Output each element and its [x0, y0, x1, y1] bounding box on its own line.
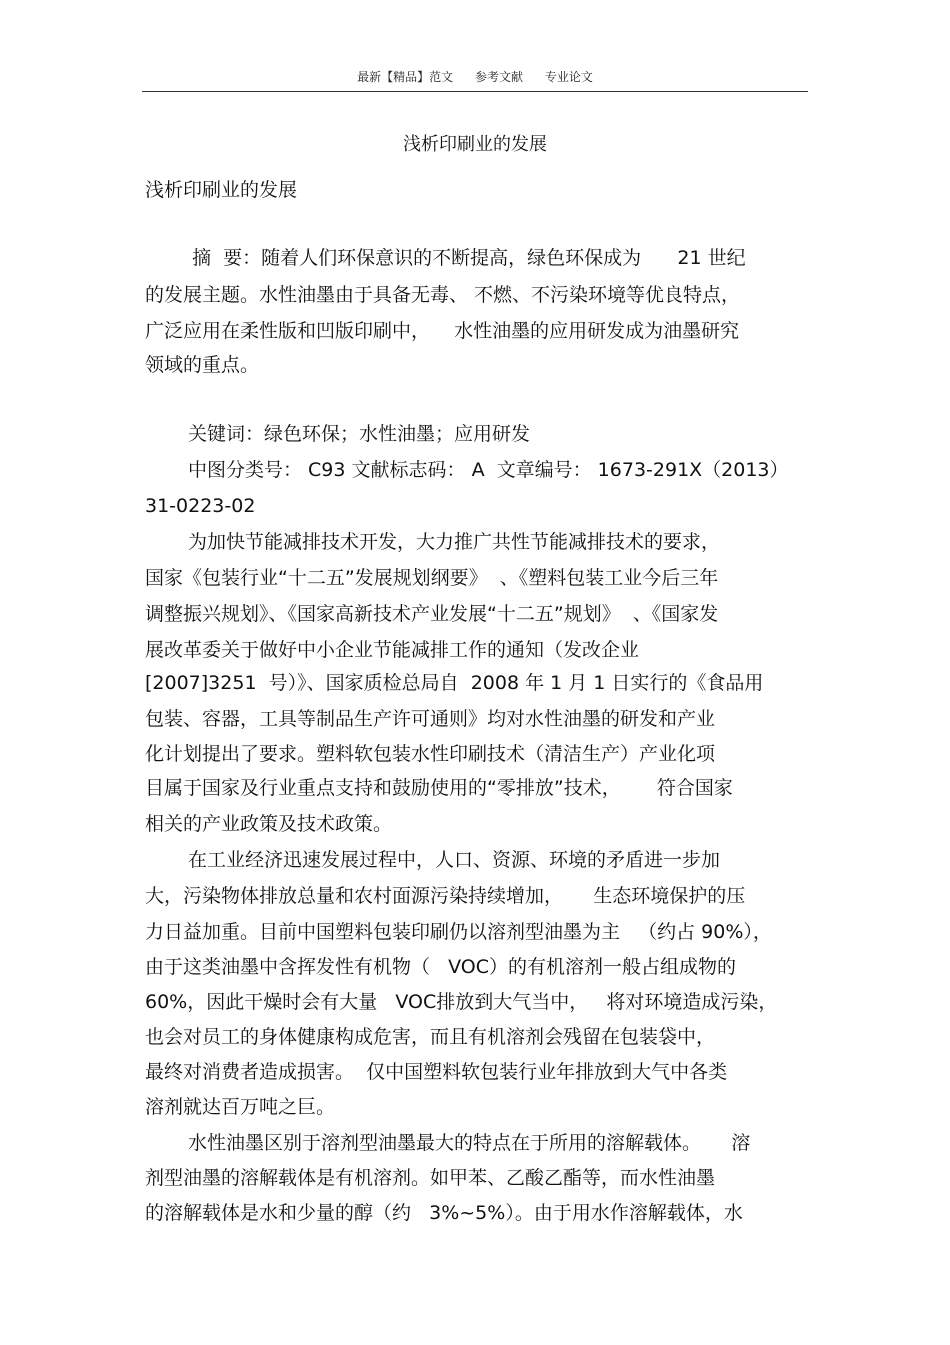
body-line: 的溶解载体是水和少量的醇（约 3%~5%）。由于用水作溶解载体，水: [145, 1202, 743, 1224]
body-line: 为加快节能减排技术开发，大力推广共性节能减排技术的要求，: [188, 531, 721, 553]
subtitle: 浅析印刷业的发展: [145, 179, 298, 201]
body-line: 剂型油墨的溶解载体是有机溶剂。如甲苯、乙酸乙酯等，而水性油墨: [145, 1167, 716, 1189]
body-line: 相关的产业政策及技术政策。: [145, 813, 393, 835]
body-line: 大，污染物体排放总量和农村面源污染持续增加， 生态环境保护的压: [145, 885, 746, 907]
abstract-line: 广泛应用在柔性版和凹版印刷中， 水性油墨的应用研发成为油墨研究: [145, 320, 740, 342]
body-line: 最终对消费者造成损害。 仅中国塑料软包装行业年排放到大气中各类: [145, 1061, 728, 1083]
body-line: 在工业经济迅速发展过程中，人口、资源、环境的矛盾进一步加: [188, 849, 721, 871]
page-header: [0, 68, 950, 85]
body-line: 溶剂就达百万吨之巨。: [145, 1096, 336, 1118]
header-item-papers: 专业论文: [544, 70, 593, 84]
body-line: 水性油墨区别于溶剂型油墨最大的特点在于所用的溶解载体。 溶: [188, 1132, 751, 1154]
header-divider: [142, 91, 808, 92]
body-line: 调整振兴规划》、《国家高新技术产业发展“十二五”规划》 、《国家发: [145, 603, 719, 625]
body-line: 展改革委关于做好中小企业节能减排工作的通知（发改企业: [145, 639, 640, 661]
header-item-featured: 最新【精品】范文: [357, 70, 454, 84]
abstract-line: 领域的重点。: [145, 354, 260, 376]
keywords-line: 关键词：绿色环保；水性油墨；应用研发: [188, 423, 531, 445]
document-title: 浅析印刷业的发展: [403, 134, 547, 155]
body-line: 由于这类油墨中含挥发性有机物（ VOC）的有机溶剂一般占组成物的: [145, 956, 737, 978]
body-line: 目属于国家及行业重点支持和鼓励使用的“零排放”技术， 符合国家: [145, 777, 733, 799]
body-line: 化计划提出了要求。塑料软包装水性印刷技术（清洁生产）产业化项: [145, 743, 716, 765]
body-line: 60%，因此干燥时会有大量 VOC排放到大气当中， 将对环境造成污染，: [145, 991, 778, 1013]
body-line: 也会对员工的身体健康构成危害，而且有机溶剂会残留在包装袋中，: [145, 1026, 716, 1048]
body-line: [2007]3251 号）》、国家质检总局自 2008 年 1 月 1 日实行的《食品用: [145, 672, 764, 694]
abstract-line: 的发展主题。水性油墨由于具备无毒、 不燃、不污染环境等优良特点，: [145, 284, 741, 306]
body-line: 力日益加重。目前中国塑料包装印刷仍以溶剂型油墨为主 （约占 90%），: [145, 921, 772, 943]
header-item-references: 参考文献: [474, 70, 523, 84]
abstract-line: 摘 要：随着人们环保意识的不断提高，绿色环保成为 21 世纪: [180, 247, 746, 269]
body-line: 包装、容器，工具等制品生产许可通则》均对水性油墨的研发和产业: [145, 708, 716, 730]
classification-line: 中图分类号： C93 文献标志码： A 文章编号： 1673-291X（2013）: [188, 459, 789, 481]
body-line: 国家《包装行业“十二五”发展规划纲要》 、《塑料包装工业今后三年: [145, 567, 719, 589]
classification-line: 31-0223-02: [145, 495, 256, 517]
